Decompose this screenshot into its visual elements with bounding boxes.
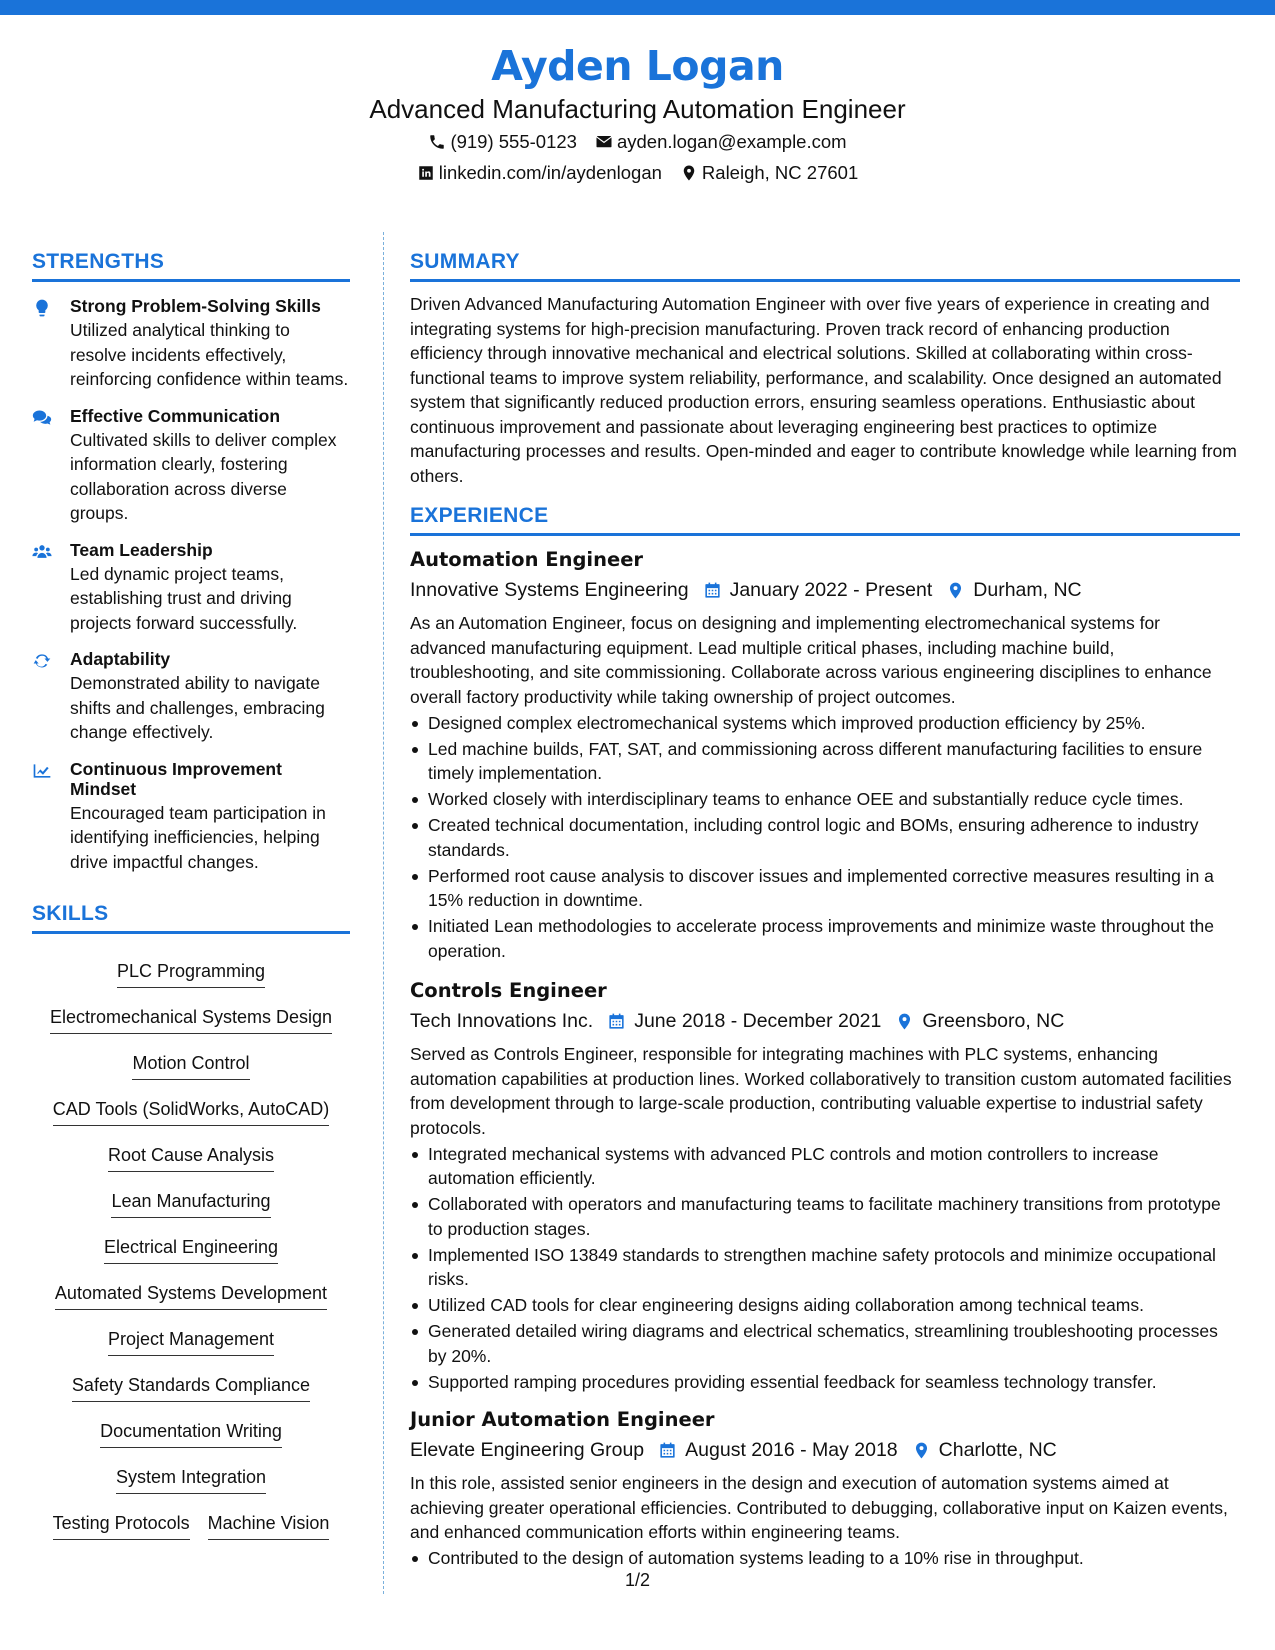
bullet-item: Led machine builds, FAT, SAT, and commissioning across different manufacturing facilities to ensure timely implementation. [410,737,1240,786]
job-desc: As an Automation Engineer, focus on designing and implementing electromechanical systems for advanced manufacturing equipment. Lead multiple critical phases, including machine build, troubleshooting, and site commissioning. Collaborate across various engineering disciplines to enhance overall factory productivity while taking ownership of project outcomes. [410,613,1212,707]
skill-tag: PLC Programming [117,959,265,988]
job-company: Elevate Engineering Group [410,1439,645,1461]
summary-heading: SUMMARY [410,248,1240,282]
contact-email[interactable] [595,126,847,157]
location-text: Raleigh, NC 27601 [701,162,859,183]
top-accent-bar [0,0,1275,15]
calendar-icon [658,1441,677,1460]
skill-tag: Automated Systems Development [55,1281,327,1310]
bullet-item: Generated detailed wiring diagrams and electrical schematics, streamlining troubleshooting processes by 20%. [410,1319,1240,1368]
strength-item [32,759,350,875]
job-location: Durham, NC [973,579,1082,601]
chart-line-icon [32,761,52,781]
skill-tag: CAD Tools (SolidWorks, AutoCAD) [53,1097,329,1126]
skill-tag: Project Management [108,1327,274,1356]
job-entry [410,977,1240,1394]
contact-location [680,157,858,188]
skill-tag: Documentation Writing [100,1419,282,1448]
bullet-item: Implemented ISO 13849 standards to strengthen machine safety protocols and minimize occupational risks. [410,1243,1240,1292]
strength-name: Continuous Improvement Mindset [70,758,282,799]
job-location: Charlotte, NC [938,1439,1057,1461]
calendar-icon [703,581,722,600]
phone-icon [428,133,446,151]
strength-desc: Utilized analytical thinking to resolve incidents effectively, reinforcing confidence within teams. [70,320,349,389]
job-dates: June 2018 - December 2021 [634,1010,882,1032]
job-title: Junior Automation Engineer [410,1408,715,1431]
linkedin-text: linkedin.com/in/aydenlogan [438,162,662,183]
right-column [410,248,1240,1571]
strength-name: Effective Communication [70,405,281,426]
resume-header [0,40,1275,188]
skill-tag: Safety Standards Compliance [72,1373,310,1402]
contact-row-1 [0,126,1275,157]
strength-item [32,540,350,636]
strength-item [32,649,350,745]
map-pin-icon [895,1012,914,1031]
bullet-item: Created technical documentation, including control logic and BOMs, ensuring adherence to industry standards. [410,813,1240,862]
job-location: Greensboro, NC [922,1010,1065,1032]
job-meta [410,1006,1240,1036]
bullet-item: Initiated Lean methodologies to accelerate process improvements and minimize waste throughout the operation. [410,914,1240,963]
strengths-heading: STRENGTHS [32,248,350,282]
job-dates: January 2022 - Present [729,579,933,601]
job-entry [410,546,1240,963]
bullet-item: Collaborated with operators and manufacturing teams to facilitate machinery transitions from prototype to production stages. [410,1192,1240,1241]
job-meta [410,1435,1240,1465]
strength-name: Strong Problem-Solving Skills [70,296,321,316]
bullet-item: Worked closely with interdisciplinary teams to enhance OEE and substantially reduce cycle times. [410,787,1240,812]
bullet-item: Contributed to the design of automation systems leading to a 10% rise in throughput. [410,1546,1240,1571]
skills-list [32,942,350,1540]
skill-tag: Electromechanical Systems Design [50,1005,332,1034]
job-title: Controls Engineer [410,979,607,1002]
map-pin-icon [912,1441,931,1460]
strength-desc: Led dynamic project teams, establishing trust and driving projects forward successfully. [70,563,298,633]
job-desc: In this role, assisted senior engineers in the design and execution of automation systems aimed at achieving greater operational efficiencies. Contributed to debugging, collaborative input on Kaizen events, and enhanced communication efforts within engineering teams. [410,1473,1228,1542]
skill-tag: Machine Vision [208,1511,330,1540]
skill-tag: Motion Control [132,1051,249,1080]
experience-heading: EXPERIENCE [410,502,1240,536]
job-dates: August 2016 - May 2018 [685,1439,898,1461]
skill-tag: Root Cause Analysis [108,1143,274,1172]
users-icon [32,542,52,562]
job-bullets [410,1142,1240,1395]
strength-item [32,406,350,526]
candidate-title: Advanced Manufacturing Automation Engineer [369,94,906,124]
job-entry [410,1406,1240,1571]
email-text: ayden.logan@example.com [616,131,847,152]
envelope-icon [595,133,613,151]
left-column [32,248,350,1540]
skill-tag: Electrical Engineering [104,1235,278,1264]
calendar-icon [607,1012,626,1031]
candidate-name: Ayden Logan [491,42,784,90]
bullet-item: Designed complex electromechanical systems which improved production efficiency by 25%. [410,711,1240,736]
sync-icon [32,651,52,671]
job-bullets [410,711,1240,964]
bullet-item: Integrated mechanical systems with advanced PLC controls and motion controllers to increase automation efficiently. [410,1142,1240,1191]
skill-tag: Lean Manufacturing [111,1189,270,1218]
strength-desc: Encouraged team participation in identifying inefficiencies, helping drive impactful changes. [70,802,326,872]
strength-desc: Demonstrated ability to navigate shifts and challenges, embracing change effectively. [70,673,325,742]
strength-name: Adaptability [70,649,171,669]
page-number: 1/2 [624,1570,651,1590]
bullet-item: Performed root cause analysis to discover issues and implemented corrective measures resulting in a 15% reduction in downtime. [410,864,1240,913]
comments-icon [32,408,52,428]
map-pin-icon [680,164,698,182]
job-title: Automation Engineer [410,548,644,571]
summary-text: Driven Advanced Manufacturing Automation Engineer with over five years of experience in creating and integrating systems for high-precision manufacturing. Proven track record of enhancing production efficiency through innovative mechanical and electrical solutions. Skilled at collaborating within cross-functional teams to improve system reliability, performance, and scalability. Once designed an automated system that significantly reduced production errors, ensuring seamless operations. Enthusiastic about continuous improvement and passionate about leveraging engineering best practices to optimize manufacturing processes and results. Open-minded and eager to contribute knowledge while learning from others. [410,294,1237,486]
job-desc: Served as Controls Engineer, responsible for integrating machines with PLC systems, enhancing automation capabilities at production lines. Worked collaboratively to transition custom automated facilities from development through to large-scale production, contributing valuable expertise to industrial safety protocols. [410,1044,1232,1138]
skill-tag: System Integration [116,1465,266,1494]
column-divider [383,232,384,1594]
job-bullets [410,1546,1240,1571]
job-company: Innovative Systems Engineering [410,579,689,601]
contact-linkedin[interactable] [417,157,662,188]
strength-name: Team Leadership [70,539,213,560]
linkedin-icon [417,164,435,182]
skills-heading: SKILLS [32,900,350,934]
job-meta [410,575,1240,605]
strength-desc: Cultivated skills to deliver complex information clearly, fostering collaboration across diverse groups. [70,429,337,523]
contact-phone[interactable] [428,126,577,157]
bullet-item: Utilized CAD tools for clear engineering designs aiding collaboration among technical teams. [410,1293,1240,1318]
contact-row-2 [0,157,1275,188]
job-company: Tech Innovations Inc. [410,1010,594,1032]
skill-tag: Testing Protocols [53,1511,190,1540]
map-pin-icon [946,581,965,600]
lightbulb-icon [32,298,52,318]
strength-item [32,296,350,392]
bullet-item: Supported ramping procedures providing essential feedback for seamless technology transfer. [410,1370,1240,1395]
phone-text: (919) 555-0123 [450,131,577,152]
